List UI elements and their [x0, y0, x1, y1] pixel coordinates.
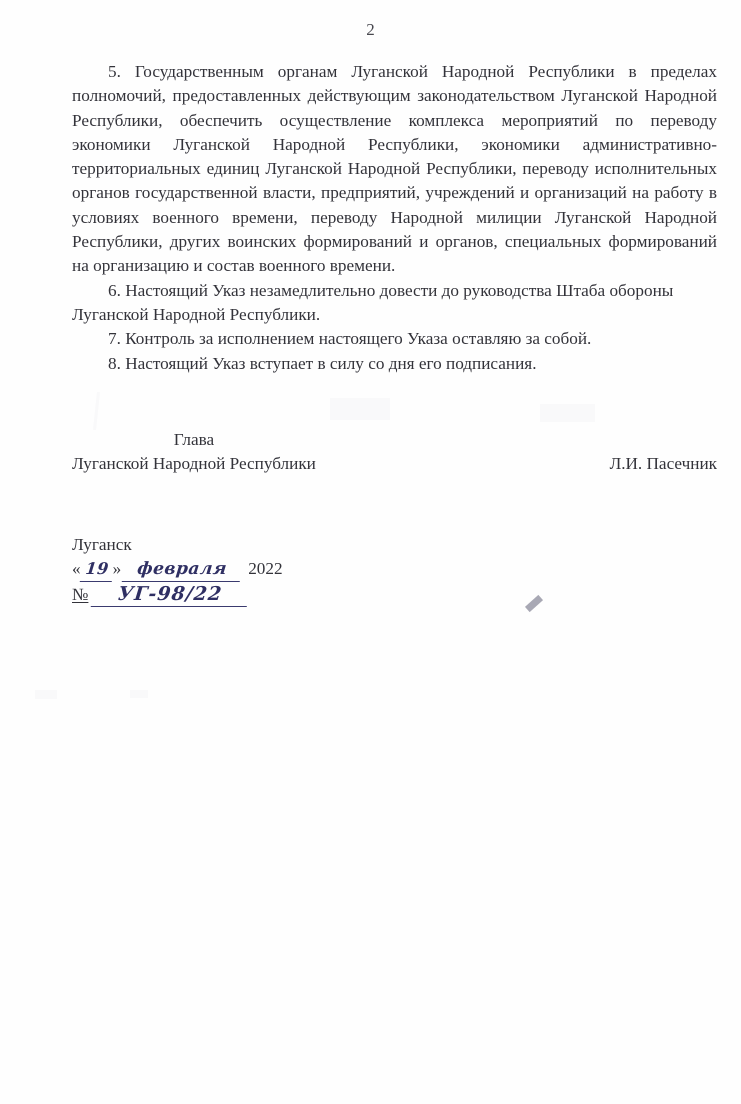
handwritten-document-number: УГ-98/22 [91, 583, 250, 607]
handwritten-month: февраля [122, 558, 243, 582]
scan-artifact [330, 398, 390, 420]
scan-artifact [525, 595, 543, 612]
imprint-year: 2022 [248, 559, 283, 578]
number-label: № [72, 585, 89, 604]
signature-block [72, 428, 717, 477]
scan-artifact [93, 392, 100, 430]
paragraph-item-7: 7. Контроль за исполнением настоящего Указа оставляю за собой. [108, 329, 592, 349]
handwritten-day: 19 [79, 558, 114, 582]
quote-open: « [72, 559, 81, 578]
signatory-title-line-2: Луганской Народной Республики [72, 454, 316, 474]
signatory-title-line-1: Глава [173, 430, 215, 449]
scan-artifact [35, 690, 57, 699]
scan-artifact [130, 690, 148, 698]
imprint-city: Луганск [72, 535, 132, 554]
imprint-number-line [72, 583, 492, 607]
imprint-block [72, 534, 492, 607]
page-number: 2 [366, 20, 375, 39]
quote-close: » [112, 559, 122, 578]
paragraph-item-6: 6. Настоящий Указ незамедлительно довести до руководства Штаба обороны Луганской Народной Республики. [72, 280, 674, 324]
signatory-title [72, 428, 316, 477]
paragraph-item-8: 8. Настоящий Указ вступает в силу со дня его подписания. [108, 353, 537, 373]
scan-artifact [540, 404, 595, 422]
signatory-name: Л.И. Пасечник [609, 454, 717, 474]
paragraph-item-5: 5. Государственным органам Луганской Народной Республики в пределах полномочий, предоставленных действующим законодательством Луганской Народной Республики, обеспечить осуществление комплекса мероприятий по переводу экономики Луганской Народной Республики, экономики административно-территориальных единиц Луганской Народной Республики, переводу исполнительных органов государственной власти, предприятий, учреждений и организаций на работу в условиях военного времени, переводу Народной милиции Луганской Народной Республики, других воинских формирований и органов, специальных формирований на организацию и состав военного времени. [72, 62, 717, 276]
imprint-date-line [72, 558, 492, 582]
signature-row [72, 428, 717, 477]
document-body [72, 60, 717, 376]
